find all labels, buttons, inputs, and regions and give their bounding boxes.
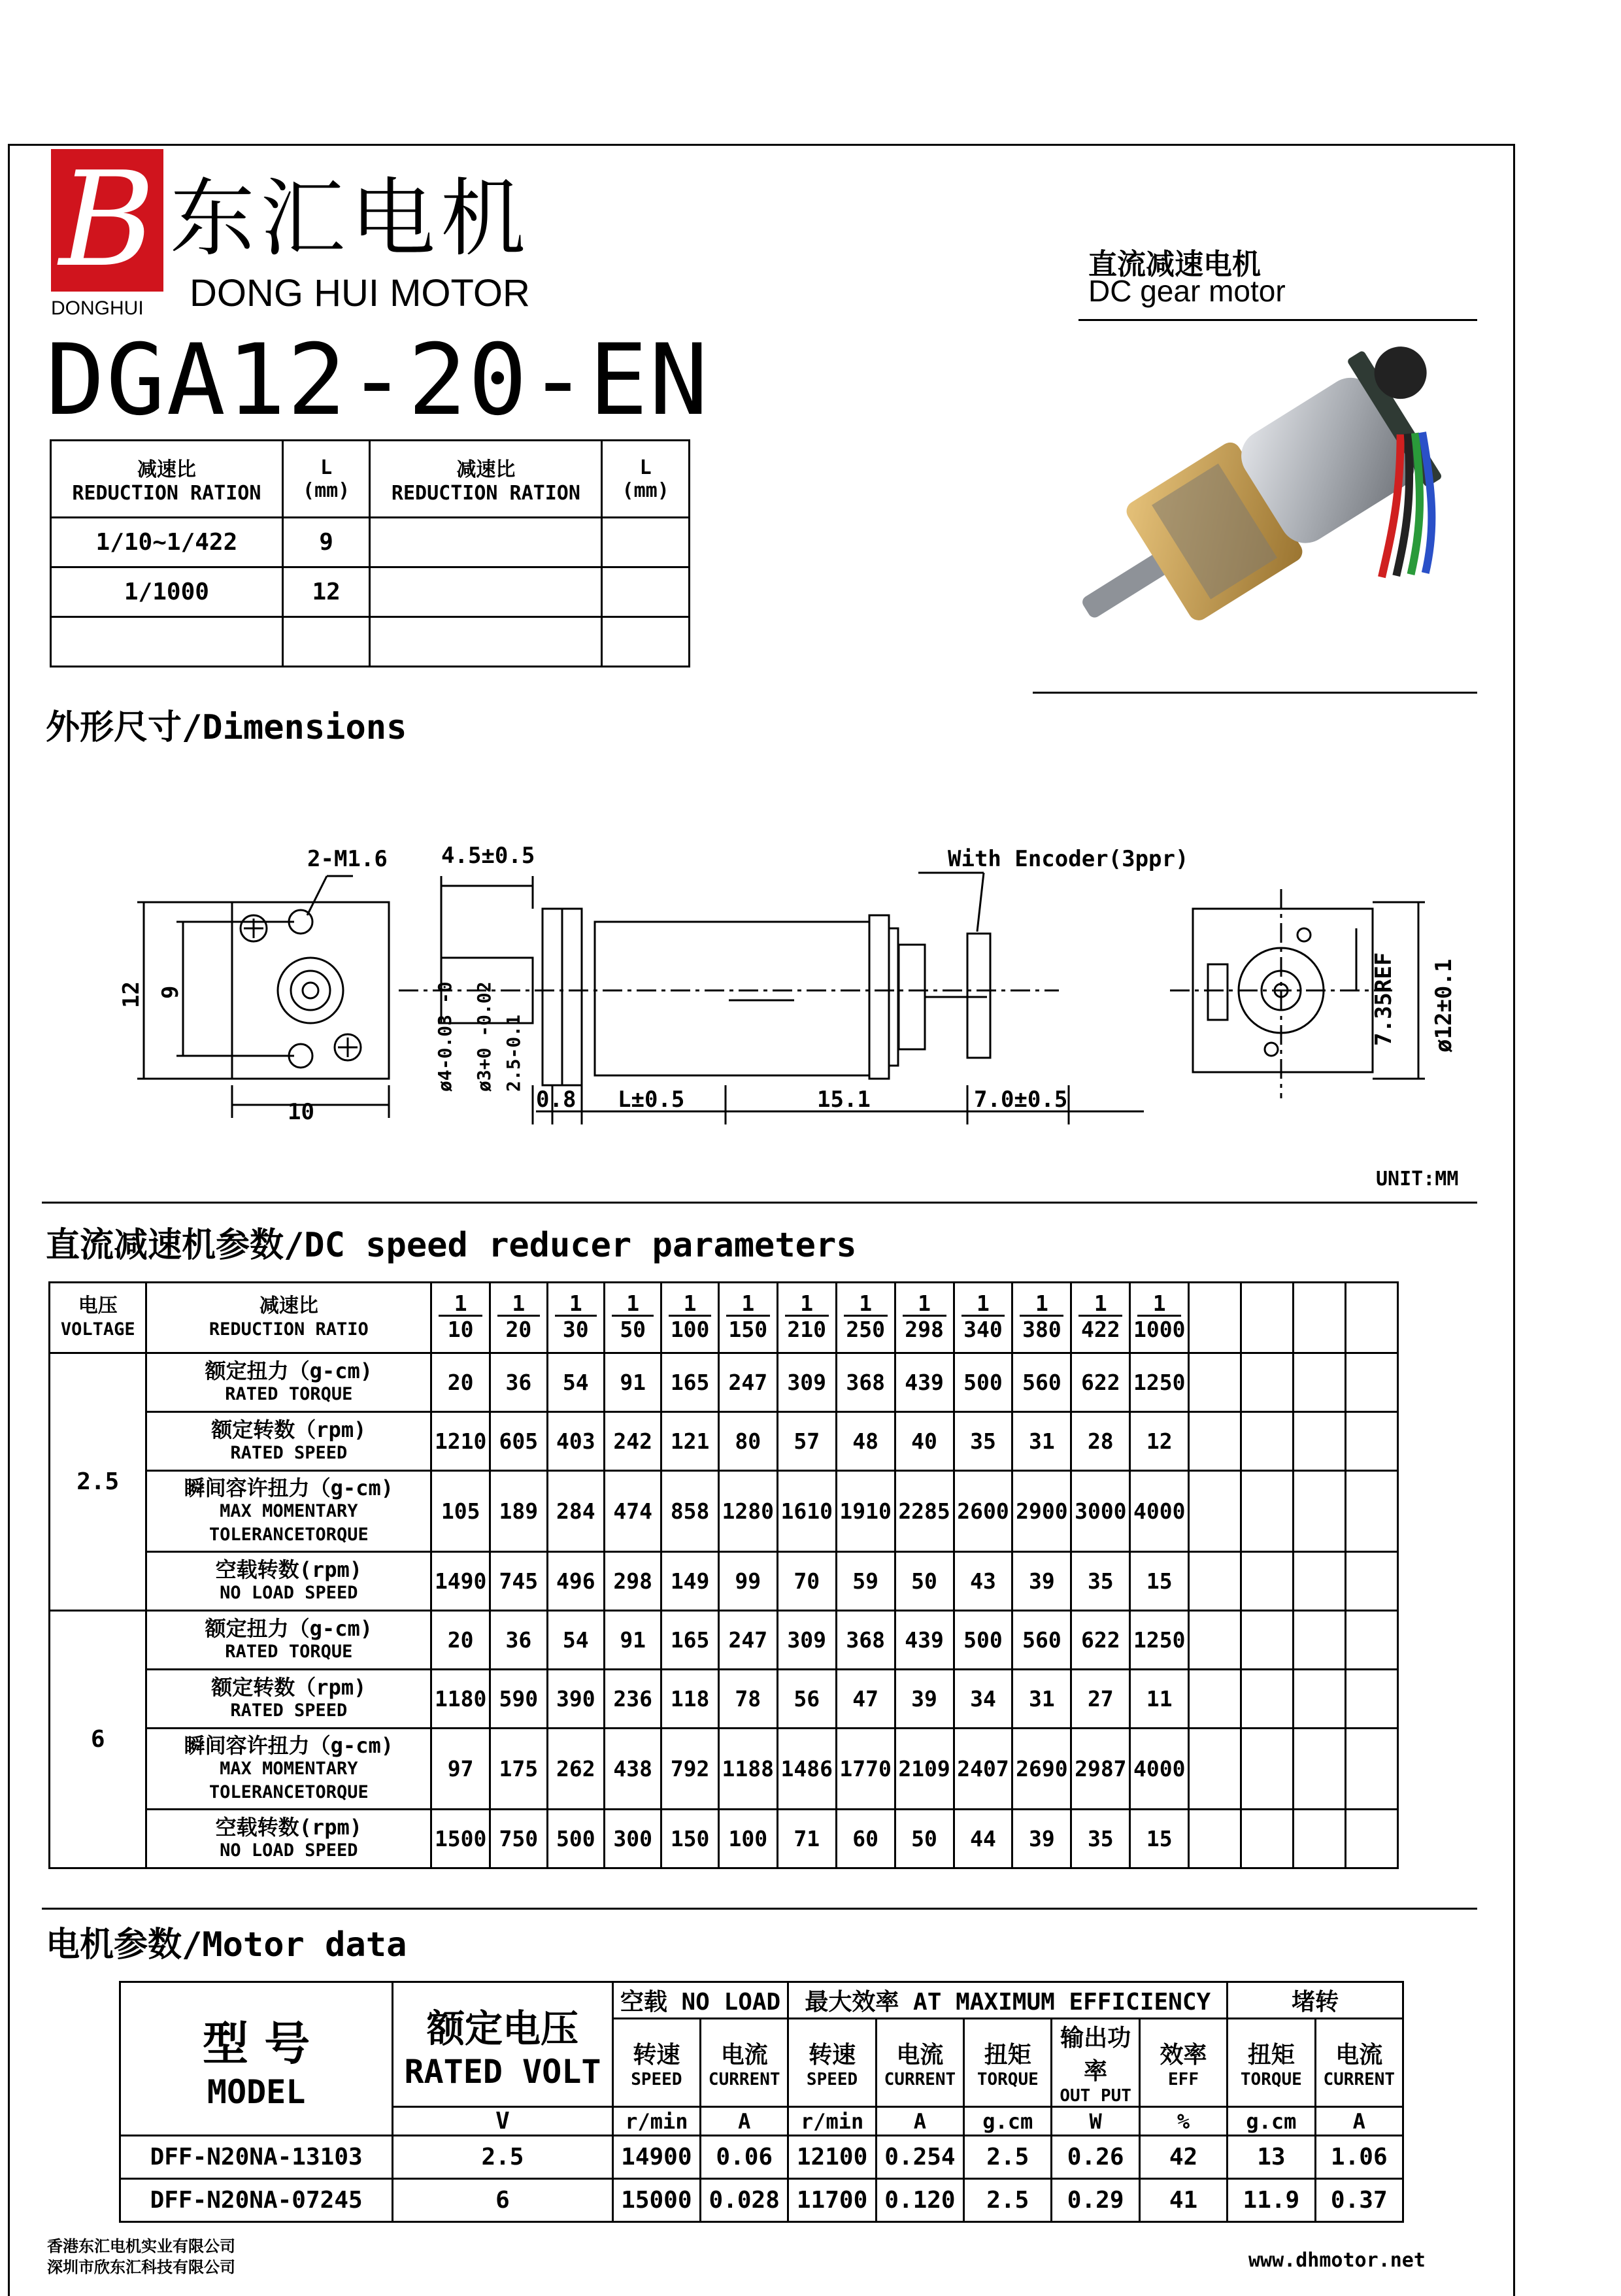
label-t25: 2.5-0.1 bbox=[503, 1014, 524, 1092]
value-cell: 36 bbox=[490, 1611, 547, 1670]
value-cell: 31 bbox=[1012, 1412, 1071, 1471]
ratio-298: 1 298 bbox=[895, 1283, 954, 1353]
value-cell: 236 bbox=[604, 1670, 661, 1729]
model-header: 型 号 MODEL bbox=[120, 1982, 393, 2136]
value-cell: 1610 bbox=[777, 1471, 836, 1552]
speed-title: 直流减速机参数/DC speed reducer parameters bbox=[46, 1226, 857, 1265]
value-cell: 12100 bbox=[788, 2136, 876, 2179]
empty-cell bbox=[1345, 1283, 1397, 1353]
label-d3: ø3+0 -0.02 bbox=[473, 981, 495, 1092]
value-cell: 2.5 bbox=[964, 2136, 1052, 2179]
empty-cell bbox=[1294, 1471, 1346, 1552]
table-row bbox=[50, 1670, 1398, 1729]
empty-cell bbox=[1294, 1552, 1346, 1611]
value-cell: 496 bbox=[547, 1552, 604, 1611]
table-row bbox=[50, 1353, 1398, 1412]
value-cell: 35 bbox=[954, 1412, 1012, 1471]
value-cell: 2407 bbox=[954, 1729, 1012, 1810]
value-cell: 2109 bbox=[895, 1729, 954, 1810]
value-cell: 36 bbox=[490, 1353, 547, 1412]
label-ref: 7.35REF bbox=[1371, 952, 1397, 1046]
product-type-en: DC gear motor bbox=[1088, 274, 1286, 308]
cell bbox=[51, 617, 283, 667]
value-cell: 1486 bbox=[777, 1729, 836, 1810]
empty-cell bbox=[1189, 1353, 1241, 1412]
empty-cell bbox=[1189, 1670, 1241, 1729]
company-hk: 香港东汇电机实业有限公司 bbox=[47, 2237, 235, 2255]
value-cell: 2.5 bbox=[964, 2179, 1052, 2222]
row-label: 额定扭力（g-cm) RATED TORQUE bbox=[146, 1353, 431, 1412]
empty-cell bbox=[1294, 1670, 1346, 1729]
value-cell: 300 bbox=[604, 1810, 661, 1868]
value-cell: 14900 bbox=[612, 2136, 700, 2179]
row-label: 瞬间容许扭力（g-cm) MAX MOMENTARY TOLERANCETORQUE bbox=[146, 1471, 431, 1552]
table-row bbox=[50, 1810, 1398, 1868]
cell bbox=[282, 617, 370, 667]
cell bbox=[370, 617, 602, 667]
value-cell: 1500 bbox=[431, 1810, 490, 1868]
value-cell: 403 bbox=[547, 1412, 604, 1471]
value-cell: 390 bbox=[547, 1670, 604, 1729]
value-cell: 750 bbox=[490, 1810, 547, 1868]
table-row bbox=[51, 518, 690, 567]
value-cell: 189 bbox=[490, 1471, 547, 1552]
value-cell: 1910 bbox=[836, 1471, 895, 1552]
value-cell: 247 bbox=[718, 1353, 777, 1412]
ratio-50: 1 50 bbox=[604, 1283, 661, 1353]
row-label: 额定转数（rpm) RATED SPEED bbox=[146, 1670, 431, 1729]
label-h12: 12 bbox=[118, 981, 144, 1008]
empty-cell bbox=[1241, 1471, 1294, 1552]
value-cell: 1250 bbox=[1130, 1353, 1189, 1412]
value-cell: 1188 bbox=[718, 1729, 777, 1810]
value-cell: 175 bbox=[490, 1729, 547, 1810]
sub-header: 电流 CURRENT bbox=[701, 2019, 788, 2107]
value-cell: 500 bbox=[547, 1810, 604, 1868]
value-cell: 12 bbox=[1130, 1412, 1189, 1471]
row-label: 额定扭力（g-cm) RATED TORQUE bbox=[146, 1611, 431, 1670]
value-cell: 11700 bbox=[788, 2179, 876, 2222]
value-cell: 6 bbox=[393, 2179, 612, 2222]
value-cell: 57 bbox=[777, 1412, 836, 1471]
value-cell: 11 bbox=[1130, 1670, 1189, 1729]
ratio-380: 1 380 bbox=[1012, 1283, 1071, 1353]
empty-cell bbox=[1345, 1471, 1397, 1552]
sub-header: 电流 CURRENT bbox=[1315, 2019, 1403, 2107]
label-l151: 15.1 bbox=[817, 1087, 871, 1113]
cell bbox=[602, 518, 690, 567]
empty-cell bbox=[1345, 1353, 1397, 1412]
empty-cell bbox=[1241, 1283, 1294, 1353]
value-cell: 1.06 bbox=[1315, 2136, 1403, 2179]
table-row bbox=[50, 1611, 1398, 1670]
noload-header: 空载 NO LOAD bbox=[612, 1982, 788, 2019]
value-cell: 622 bbox=[1071, 1611, 1130, 1670]
sub-header: 扭矩 TORQUE bbox=[1228, 2019, 1315, 2107]
brand-name-cn: 东汇电机 bbox=[170, 169, 531, 268]
value-cell: 149 bbox=[661, 1552, 718, 1611]
value-cell: 2.5 bbox=[393, 2136, 612, 2179]
empty-cell bbox=[1345, 1729, 1397, 1810]
value-cell: 31 bbox=[1012, 1670, 1071, 1729]
value-cell: 39 bbox=[1012, 1552, 1071, 1611]
ratio-header: 减速比 REDUCTION RATIO bbox=[146, 1283, 431, 1353]
table-row bbox=[51, 567, 690, 617]
empty-cell bbox=[1294, 1283, 1346, 1353]
value-cell: 0.26 bbox=[1052, 2136, 1139, 2179]
value-cell: 247 bbox=[718, 1611, 777, 1670]
header-length-2: L (mm) bbox=[602, 441, 690, 518]
value-cell: 474 bbox=[604, 1471, 661, 1552]
value-cell: 560 bbox=[1012, 1353, 1071, 1412]
value-cell: 0.37 bbox=[1315, 2179, 1403, 2222]
value-cell: 97 bbox=[431, 1729, 490, 1810]
empty-cell bbox=[1294, 1729, 1346, 1810]
value-cell: 2600 bbox=[954, 1471, 1012, 1552]
value-cell: 165 bbox=[661, 1611, 718, 1670]
empty-cell bbox=[1345, 1810, 1397, 1868]
value-cell: 59 bbox=[836, 1552, 895, 1611]
value-cell: 41 bbox=[1139, 2179, 1227, 2222]
value-cell: 15 bbox=[1130, 1810, 1189, 1868]
sub-header: 输出功率 OUT PUT bbox=[1052, 2019, 1139, 2107]
cell bbox=[370, 567, 602, 617]
motor-title: 电机参数/Motor data bbox=[46, 1925, 407, 1965]
value-cell: 20 bbox=[431, 1353, 490, 1412]
label-l70: 7.0±0.5 bbox=[974, 1087, 1068, 1113]
row-label: 空载转数(rpm) NO LOAD SPEED bbox=[146, 1810, 431, 1868]
empty-cell bbox=[1241, 1729, 1294, 1810]
dimensions-title: 外形尺寸/Dimensions bbox=[46, 708, 407, 747]
table-row bbox=[51, 617, 690, 667]
cell bbox=[602, 567, 690, 617]
unit-label: UNIT:MM bbox=[1376, 1168, 1459, 1190]
value-cell: 43 bbox=[954, 1552, 1012, 1611]
value-cell: 35 bbox=[1071, 1552, 1130, 1611]
unit-cell: % bbox=[1139, 2107, 1227, 2136]
voltage-header: 电压 VOLTAGE bbox=[50, 1283, 146, 1353]
value-cell: 2690 bbox=[1012, 1729, 1071, 1810]
model-cell: DFF-N20NA-07245 bbox=[120, 2179, 393, 2222]
ratio-250: 1 250 bbox=[836, 1283, 895, 1353]
value-cell: 71 bbox=[777, 1810, 836, 1868]
empty-cell bbox=[1241, 1353, 1294, 1412]
value-cell: 3000 bbox=[1071, 1471, 1130, 1552]
value-cell: 2900 bbox=[1012, 1471, 1071, 1552]
empty-cell bbox=[1294, 1353, 1346, 1412]
ratio-10: 1 10 bbox=[431, 1283, 490, 1353]
value-cell: 4000 bbox=[1130, 1729, 1189, 1810]
table-row bbox=[120, 2136, 1403, 2179]
empty-cell bbox=[1294, 1412, 1346, 1471]
unit-cell: g.cm bbox=[1228, 2107, 1315, 2136]
row-label: 瞬间容许扭力（g-cm) MAX MOMENTARY TOLERANCETORQUE bbox=[146, 1729, 431, 1810]
value-cell: 792 bbox=[661, 1729, 718, 1810]
value-cell: 439 bbox=[895, 1611, 954, 1670]
value-cell: 100 bbox=[718, 1810, 777, 1868]
value-cell: 78 bbox=[718, 1670, 777, 1729]
brand-name-en: DONG HUI MOTOR bbox=[190, 272, 530, 314]
value-cell: 48 bbox=[836, 1412, 895, 1471]
value-cell: 44 bbox=[954, 1810, 1012, 1868]
label-l: L±0.5 bbox=[618, 1087, 685, 1113]
sub-header: 效率 EFF bbox=[1139, 2019, 1227, 2107]
cell bbox=[602, 617, 690, 667]
unit-cell: g.cm bbox=[964, 2107, 1052, 2136]
ratio-1000: 1 1000 bbox=[1130, 1283, 1189, 1353]
value-cell: 34 bbox=[954, 1670, 1012, 1729]
empty-cell bbox=[1241, 1670, 1294, 1729]
value-cell: 438 bbox=[604, 1729, 661, 1810]
value-cell: 500 bbox=[954, 1353, 1012, 1412]
empty-cell bbox=[1241, 1552, 1294, 1611]
sub-header: 转速 SPEED bbox=[788, 2019, 876, 2107]
table-row bbox=[50, 1552, 1398, 1611]
value-cell: 242 bbox=[604, 1412, 661, 1471]
value-cell: 858 bbox=[661, 1471, 718, 1552]
value-cell: 27 bbox=[1071, 1670, 1130, 1729]
value-cell: 70 bbox=[777, 1552, 836, 1611]
empty-cell bbox=[1189, 1412, 1241, 1471]
header-ratio-2: 减速比 REDUCTION RATION bbox=[370, 441, 602, 518]
value-cell: 500 bbox=[954, 1611, 1012, 1670]
label-h9: 9 bbox=[158, 985, 184, 999]
cell bbox=[370, 518, 602, 567]
value-cell: 20 bbox=[431, 1611, 490, 1670]
ratio-100: 1 100 bbox=[661, 1283, 718, 1353]
volt-header: 额定电压 RATED VOLT bbox=[393, 1982, 612, 2107]
value-cell: 50 bbox=[895, 1810, 954, 1868]
row-label: 额定转数（rpm) RATED SPEED bbox=[146, 1412, 431, 1471]
value-cell: 309 bbox=[777, 1353, 836, 1412]
motor-photo bbox=[1020, 327, 1490, 693]
label-encoder: With Encoder(3ppr) bbox=[948, 846, 1189, 872]
value-cell: 35 bbox=[1071, 1810, 1130, 1868]
value-cell: 47 bbox=[836, 1670, 895, 1729]
ratio-422: 1 422 bbox=[1071, 1283, 1130, 1353]
value-cell: 50 bbox=[895, 1552, 954, 1611]
value-cell: 309 bbox=[777, 1611, 836, 1670]
value-cell: 28 bbox=[1071, 1412, 1130, 1471]
unit-cell: A bbox=[876, 2107, 963, 2136]
value-cell: 54 bbox=[547, 1611, 604, 1670]
maxeff-header: 最大效率 AT MAXIMUM EFFICIENCY bbox=[788, 1982, 1228, 2019]
cell: 1/1000 bbox=[51, 567, 283, 617]
value-cell: 0.06 bbox=[701, 2136, 788, 2179]
value-cell: 60 bbox=[836, 1810, 895, 1868]
cell: 12 bbox=[282, 567, 370, 617]
header-ratio: 减速比 REDUCTION RATION bbox=[51, 441, 283, 518]
unit-cell: A bbox=[1315, 2107, 1403, 2136]
value-cell: 2987 bbox=[1071, 1729, 1130, 1810]
value-cell: 0.120 bbox=[876, 2179, 963, 2222]
value-cell: 1490 bbox=[431, 1552, 490, 1611]
header-length: L (mm) bbox=[282, 441, 370, 518]
logo-text: DONGHUI bbox=[51, 297, 144, 319]
value-cell: 39 bbox=[895, 1670, 954, 1729]
ratio-210: 1 210 bbox=[777, 1283, 836, 1353]
value-cell: 39 bbox=[1012, 1810, 1071, 1868]
empty-cell bbox=[1241, 1810, 1294, 1868]
product-type-cn: 直流减速电机 bbox=[1088, 248, 1261, 281]
value-cell: 560 bbox=[1012, 1611, 1071, 1670]
value-cell: 13 bbox=[1228, 2136, 1315, 2179]
label-m16: 2-M1.6 bbox=[307, 846, 388, 872]
value-cell: 298 bbox=[604, 1552, 661, 1611]
value-cell: 0.29 bbox=[1052, 2179, 1139, 2222]
volt-unit: V bbox=[393, 2107, 612, 2136]
empty-cell bbox=[1189, 1611, 1241, 1670]
empty-cell bbox=[1189, 1471, 1241, 1552]
value-cell: 1180 bbox=[431, 1670, 490, 1729]
model-title: DGA12-20-EN bbox=[46, 324, 710, 437]
sub-header: 扭矩 TORQUE bbox=[964, 2019, 1052, 2107]
header-row bbox=[50, 1283, 1398, 1353]
value-cell: 284 bbox=[547, 1471, 604, 1552]
empty-cell bbox=[1294, 1611, 1346, 1670]
empty-cell bbox=[1345, 1412, 1397, 1471]
empty-cell bbox=[1345, 1611, 1397, 1670]
ratio-150: 1 150 bbox=[718, 1283, 777, 1353]
value-cell: 54 bbox=[547, 1353, 604, 1412]
label-shaft: 4.5±0.5 bbox=[441, 843, 535, 869]
dimensions-rule bbox=[42, 1202, 1477, 1204]
label-d4: ø4-0.03 -0 bbox=[434, 981, 456, 1092]
ratio-340: 1 340 bbox=[954, 1283, 1012, 1353]
unit-cell: A bbox=[701, 2107, 788, 2136]
value-cell: 11.9 bbox=[1228, 2179, 1315, 2222]
unit-cell: r/min bbox=[788, 2107, 876, 2136]
dimension-drawing bbox=[118, 837, 1484, 1190]
value-cell: 590 bbox=[490, 1670, 547, 1729]
empty-cell bbox=[1241, 1412, 1294, 1471]
empty-cell bbox=[1189, 1283, 1241, 1353]
value-cell: 105 bbox=[431, 1471, 490, 1552]
value-cell: 605 bbox=[490, 1412, 547, 1471]
value-cell: 2285 bbox=[895, 1471, 954, 1552]
value-cell: 262 bbox=[547, 1729, 604, 1810]
value-cell: 15000 bbox=[612, 2179, 700, 2222]
value-cell: 0.254 bbox=[876, 2136, 963, 2179]
ratio-30: 1 30 bbox=[547, 1283, 604, 1353]
table-row bbox=[50, 1412, 1398, 1471]
header-rule bbox=[1078, 319, 1477, 321]
empty-cell bbox=[1189, 1729, 1241, 1810]
value-cell: 1210 bbox=[431, 1412, 490, 1471]
value-cell: 40 bbox=[895, 1412, 954, 1471]
value-cell: 439 bbox=[895, 1353, 954, 1412]
speed-table bbox=[48, 1281, 1399, 1869]
value-cell: 368 bbox=[836, 1353, 895, 1412]
value-cell: 745 bbox=[490, 1552, 547, 1611]
empty-cell bbox=[1189, 1552, 1241, 1611]
value-cell: 0.028 bbox=[701, 2179, 788, 2222]
voltage-cell: 6 bbox=[50, 1611, 146, 1868]
value-cell: 1770 bbox=[836, 1729, 895, 1810]
motor-table bbox=[119, 1981, 1404, 2223]
value-cell: 42 bbox=[1139, 2136, 1227, 2179]
table-row bbox=[50, 1471, 1398, 1552]
cell: 1/10~1/422 bbox=[51, 518, 283, 567]
empty-cell bbox=[1294, 1810, 1346, 1868]
value-cell: 56 bbox=[777, 1670, 836, 1729]
label-w10: 10 bbox=[288, 1099, 314, 1125]
stall-header: 堵转 bbox=[1228, 1982, 1403, 2019]
unit-cell: r/min bbox=[612, 2107, 700, 2136]
voltage-cell: 2.5 bbox=[50, 1353, 146, 1611]
speed-rule bbox=[42, 1908, 1477, 1910]
value-cell: 91 bbox=[604, 1611, 661, 1670]
label-d12: ø12±0.1 bbox=[1431, 958, 1457, 1053]
value-cell: 1250 bbox=[1130, 1611, 1189, 1670]
ratio-20: 1 20 bbox=[490, 1283, 547, 1353]
empty-cell bbox=[1345, 1552, 1397, 1611]
table-row bbox=[120, 2179, 1403, 2222]
empty-cell bbox=[1189, 1810, 1241, 1868]
sub-header: 转速 SPEED bbox=[612, 2019, 700, 2107]
value-cell: 368 bbox=[836, 1611, 895, 1670]
unit-cell: W bbox=[1052, 2107, 1139, 2136]
sub-header: 电流 CURRENT bbox=[876, 2019, 963, 2107]
cell: 9 bbox=[282, 518, 370, 567]
empty-cell bbox=[1345, 1670, 1397, 1729]
value-cell: 622 bbox=[1071, 1353, 1130, 1412]
value-cell: 99 bbox=[718, 1552, 777, 1611]
label-t08: 0.8 bbox=[536, 1087, 577, 1113]
value-cell: 150 bbox=[661, 1810, 718, 1868]
value-cell: 1280 bbox=[718, 1471, 777, 1552]
value-cell: 80 bbox=[718, 1412, 777, 1471]
value-cell: 4000 bbox=[1130, 1471, 1189, 1552]
value-cell: 165 bbox=[661, 1353, 718, 1412]
empty-cell bbox=[1241, 1611, 1294, 1670]
footer-company bbox=[47, 2236, 235, 2278]
length-table bbox=[50, 439, 690, 667]
value-cell: 118 bbox=[661, 1670, 718, 1729]
model-cell: DFF-N20NA-13103 bbox=[120, 2136, 393, 2179]
value-cell: 121 bbox=[661, 1412, 718, 1471]
company-logo: B bbox=[51, 149, 163, 292]
website: www.dhmotor.net bbox=[1248, 2249, 1426, 2272]
value-cell: 15 bbox=[1130, 1552, 1189, 1611]
row-label: 空载转数(rpm) NO LOAD SPEED bbox=[146, 1552, 431, 1611]
value-cell: 91 bbox=[604, 1353, 661, 1412]
company-sz: 深圳市欣东汇科技有限公司 bbox=[47, 2258, 235, 2276]
table-row bbox=[50, 1729, 1398, 1810]
